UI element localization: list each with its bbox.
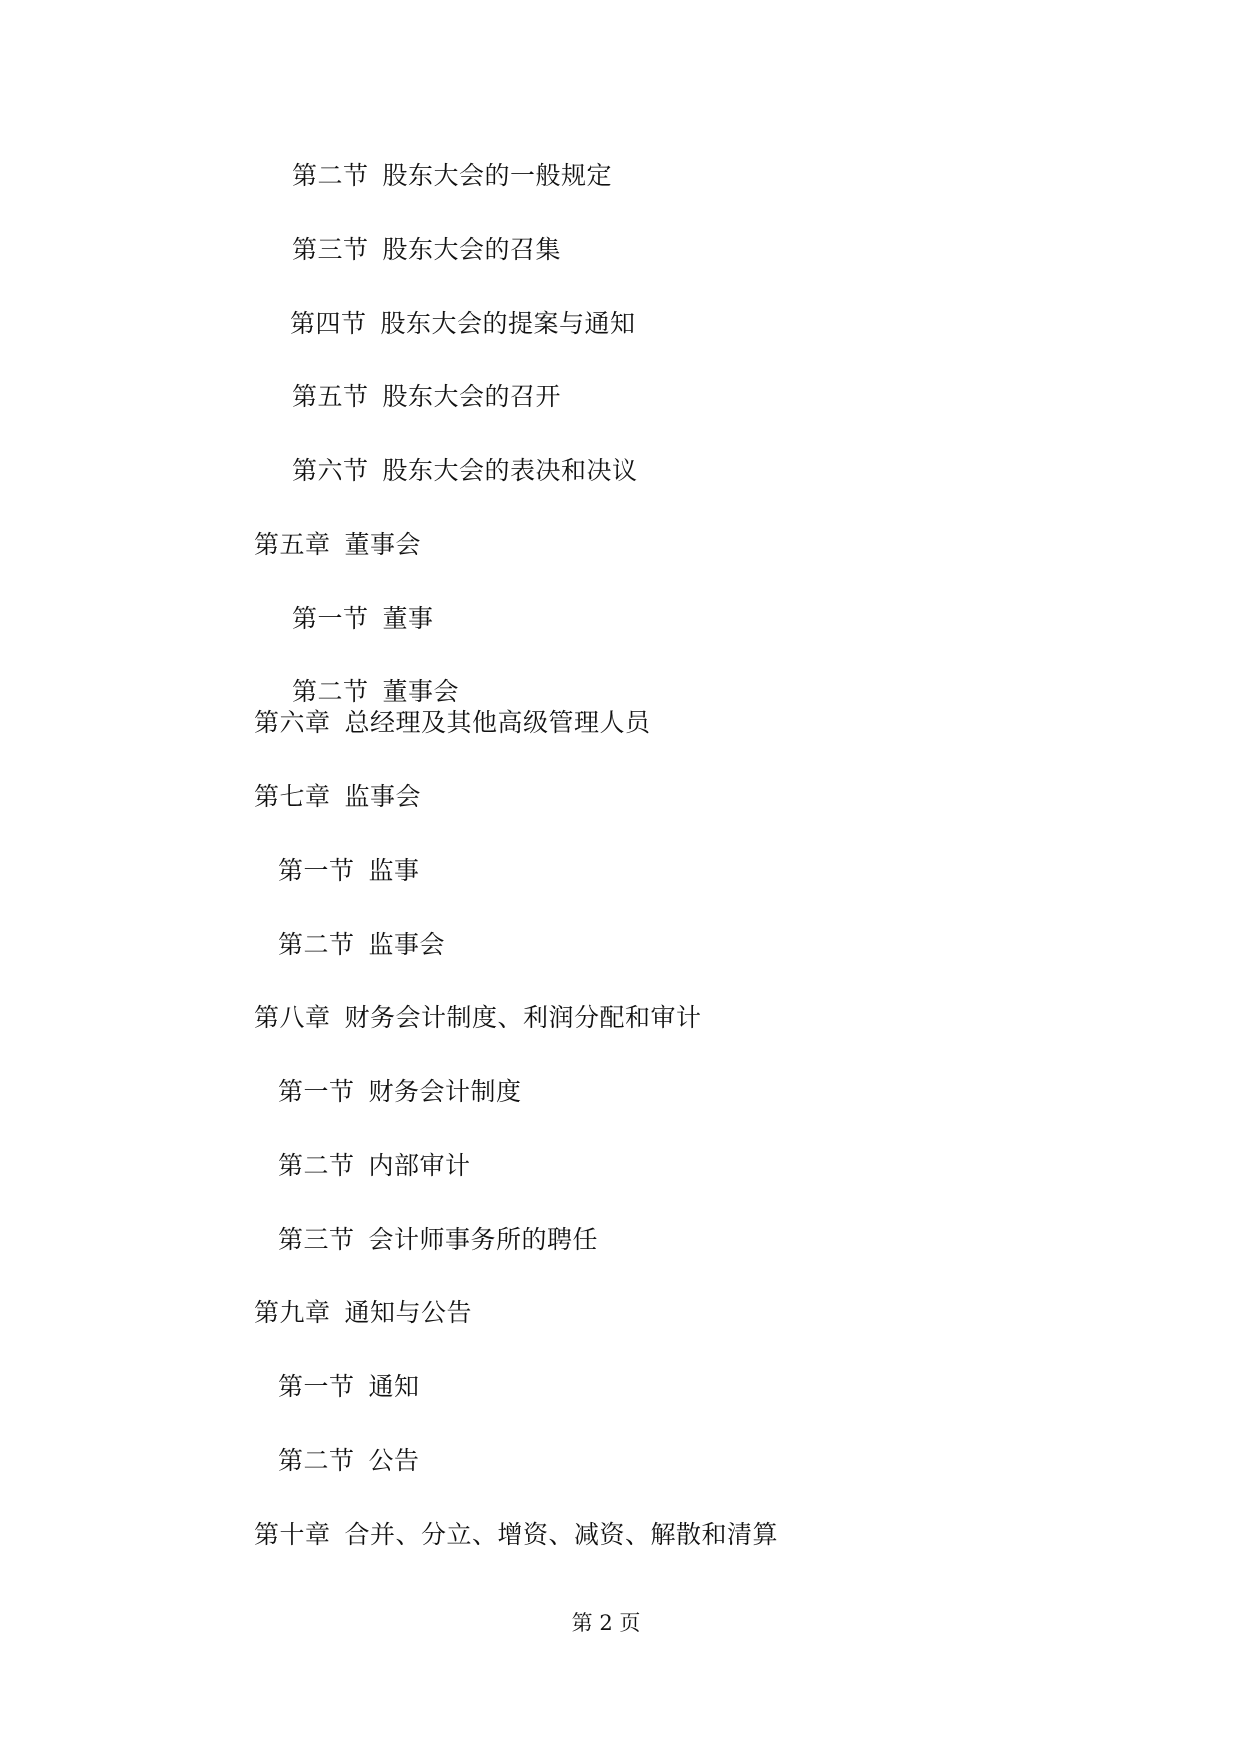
- toc-chapter: [254, 1298, 472, 1328]
- toc-number: 第五节: [292, 382, 369, 411]
- toc-chapter: [254, 708, 651, 738]
- toc-title: 通知: [368, 1372, 420, 1401]
- toc-chapter: [254, 1003, 702, 1033]
- toc-section: [292, 677, 459, 707]
- toc-number: 第十章: [254, 1520, 331, 1549]
- toc-number: 第一节: [292, 604, 369, 633]
- toc-title: 合并、分立、增资、减资、解散和清算: [344, 1520, 779, 1549]
- toc-section: [292, 456, 638, 486]
- toc-section: [278, 930, 445, 960]
- toc-section: [292, 161, 612, 191]
- toc-title: 董事会: [344, 530, 422, 559]
- toc-number: 第一节: [278, 1372, 355, 1401]
- toc-title: 监事: [368, 856, 420, 885]
- toc-number: 第三节: [292, 235, 369, 264]
- toc-title: 监事会: [344, 782, 422, 811]
- toc-number: 第九章: [254, 1298, 331, 1327]
- toc-number: 第六节: [292, 456, 369, 485]
- toc-section: [292, 382, 561, 412]
- toc-number: 第四节: [290, 309, 367, 338]
- toc-title: 通知与公告: [344, 1298, 473, 1327]
- toc-title: 股东大会的表决和决议: [382, 456, 638, 485]
- toc-title: 股东大会的召集: [382, 235, 562, 264]
- toc-number: 第二节: [278, 930, 355, 959]
- toc-number: 第八章: [254, 1003, 331, 1032]
- toc-chapter: [254, 782, 421, 812]
- toc-number: 第七章: [254, 782, 331, 811]
- toc-title: 财务会计制度、利润分配和审计: [344, 1003, 702, 1032]
- toc-number: 第二节: [292, 677, 369, 706]
- toc-title: 公告: [368, 1446, 420, 1475]
- toc-number: 第二节: [292, 161, 369, 190]
- toc-section: [290, 309, 636, 339]
- toc-section: [278, 856, 420, 886]
- toc-title: 董事会: [382, 677, 460, 706]
- toc-section: [278, 1372, 420, 1402]
- toc-title: 股东大会的一般规定: [382, 161, 613, 190]
- toc-section: [278, 1225, 598, 1255]
- toc-number: 第二节: [278, 1446, 355, 1475]
- toc-title: 监事会: [368, 930, 446, 959]
- toc-section: [278, 1151, 471, 1181]
- toc-number: 第五章: [254, 530, 331, 559]
- toc-number: 第一节: [278, 856, 355, 885]
- toc-number: 第一节: [278, 1077, 355, 1106]
- toc-number: 第六章: [254, 708, 331, 737]
- toc-title: 财务会计制度: [368, 1077, 522, 1106]
- toc-title: 董事: [382, 604, 434, 633]
- page-number: 第 2 页: [571, 1611, 641, 1635]
- toc-number: 第三节: [278, 1225, 355, 1254]
- toc-section: [278, 1446, 420, 1476]
- toc-section: [292, 604, 434, 634]
- toc-title: 总经理及其他高级管理人员: [344, 708, 651, 737]
- toc-section: [278, 1077, 522, 1107]
- toc-title: 股东大会的召开: [382, 382, 562, 411]
- toc-chapter: [254, 1520, 778, 1550]
- toc-number: 第二节: [278, 1151, 355, 1180]
- toc-title: 内部审计: [368, 1151, 471, 1180]
- toc-title: 会计师事务所的聘任: [368, 1225, 599, 1254]
- toc-title: 股东大会的提案与通知: [380, 309, 636, 338]
- toc-section: [292, 235, 561, 265]
- toc-chapter: [254, 530, 421, 560]
